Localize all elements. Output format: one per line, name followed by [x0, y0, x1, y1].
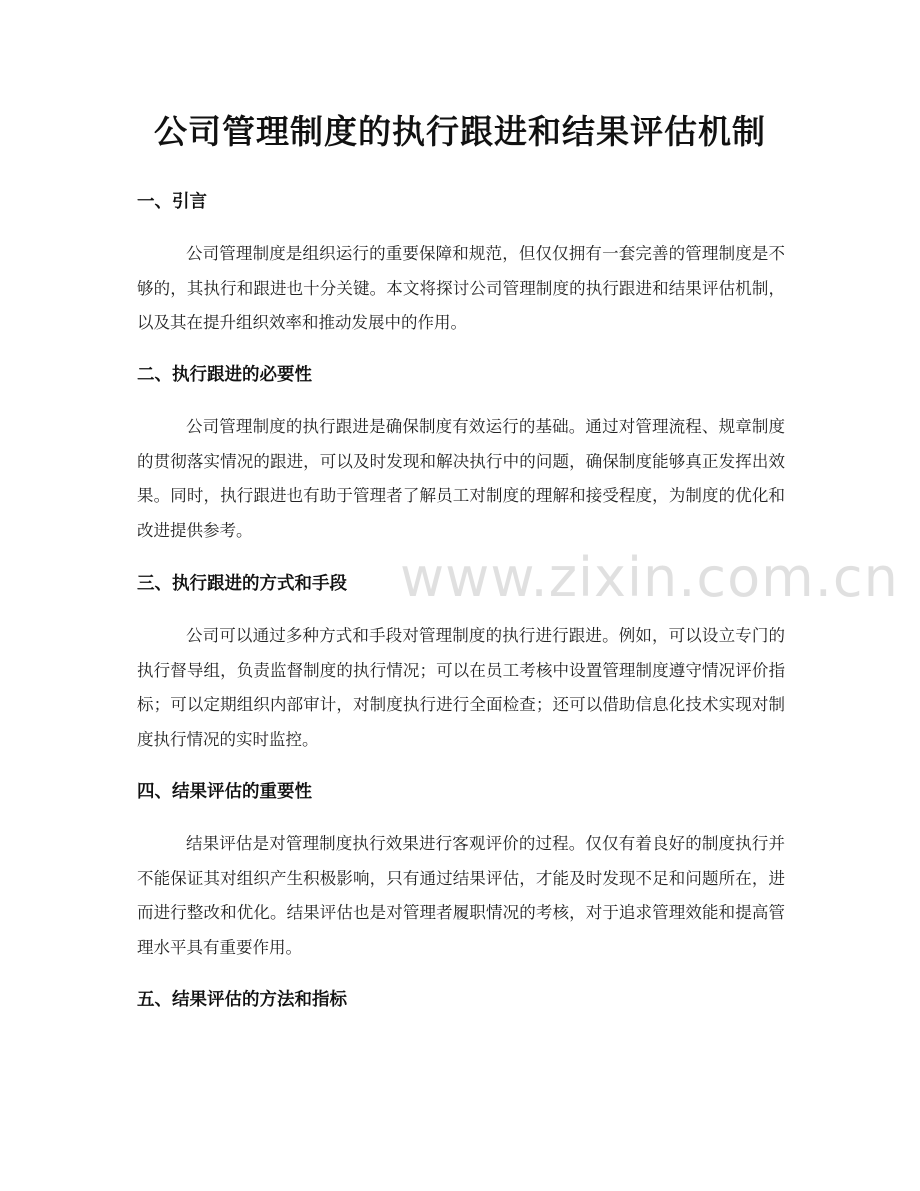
section-evaluation-importance: [137, 779, 785, 965]
section-evaluation-methods: [137, 987, 785, 1013]
section-heading: 三、执行跟进的方式和手段: [137, 574, 347, 594]
watermark-text: www.zixin.com.cn: [400, 546, 899, 609]
section-methods: [137, 571, 785, 757]
section-paragraph: 公司可以通过多种方式和手段对管理制度的执行进行跟进。例如，可以设立专门的执行督导组，负责监督制度的执行情况；可以在员工考核中设置管理制度遵守情况评价指标；可以定期组织内部审计，对制度执行进行全面检查；还可以借助信息化技术实现对制度执行情况的实时监控。: [137, 626, 785, 749]
section-paragraph: 公司管理制度的执行跟进是确保制度有效运行的基础。通过对管理流程、规章制度的贯彻落实情况的跟进，可以及时发现和解决执行中的问题，确保制度能够真正发挥出效果。同时，执行跟进也有助于管理者了解员工对制度的理解和接受程度，为制度的优化和改进提供参考。: [137, 417, 785, 540]
section-paragraph: 公司管理制度是组织运行的重要保障和规范，但仅仅拥有一套完善的管理制度是不够的，其执行和跟进也十分关键。本文将探讨公司管理制度的执行跟进和结果评估机制，以及其在提升组织效率和推动发展中的作用。: [137, 244, 785, 332]
section-heading: 二、执行跟进的必要性: [137, 365, 312, 385]
section-introduction: [137, 189, 785, 341]
section-heading: 四、结果评估的重要性: [137, 782, 312, 802]
section-heading: 五、结果评估的方法和指标: [137, 990, 347, 1010]
section-heading: 一、引言: [137, 192, 207, 212]
section-necessity: [137, 362, 785, 548]
section-paragraph: 结果评估是对管理制度执行效果进行客观评价的过程。仅仅有着良好的制度执行并不能保证其对组织产生积极影响，只有通过结果评估，才能及时发现不足和问题所在，进而进行整改和优化。结果评估也是对管理者履职情况的考核，对于追求管理效能和提高管理水平具有重要作用。: [137, 834, 785, 957]
document-title: 公司管理制度的执行跟进和结果评估机制: [154, 112, 766, 151]
